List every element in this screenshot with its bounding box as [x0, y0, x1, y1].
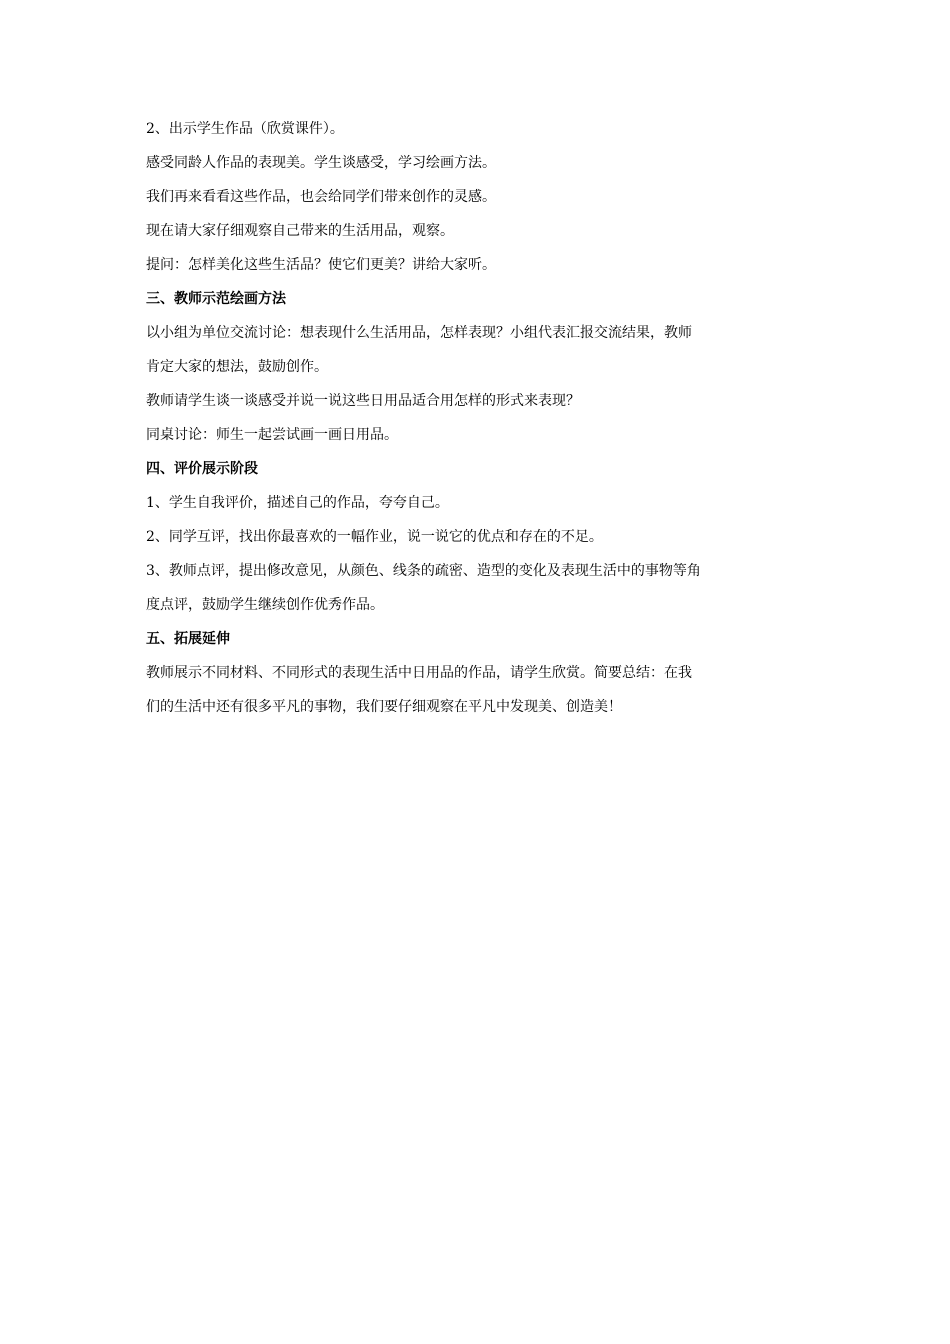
paragraph-line: 肯定大家的想法，鼓励创作。	[146, 359, 328, 375]
section-heading-5: 五、拓展延伸	[146, 631, 230, 647]
paragraph-line: 我们再来看看这些作品，也会给同学们带来创作的灵感。	[146, 189, 496, 205]
paragraph-line: 同桌讨论：师生一起尝试画一画日用品。	[146, 427, 398, 443]
paragraph-line: 提问：怎样美化这些生活品？使它们更美？讲给大家听。	[146, 257, 496, 273]
paragraph-line: 们的生活中还有很多平凡的事物，我们要仔细观察在平凡中发现美、创造美！	[146, 699, 622, 715]
list-item-continuation: 度点评，鼓励学生继续创作优秀作品。	[146, 597, 384, 613]
list-item: 3、教师点评，提出修改意见，从颜色、线条的疏密、造型的变化及表现生活中的事物等角	[146, 563, 701, 579]
paragraph-line: 教师请学生谈一谈感受并说一说这些日用品适合用怎样的形式来表现？	[146, 393, 580, 409]
list-item: 1、学生自我评价，描述自己的作品，夸夸自己。	[146, 495, 449, 511]
document-body	[146, 112, 810, 724]
section-heading-4: 四、评价展示阶段	[146, 461, 258, 477]
paragraph-line: 现在请大家仔细观察自己带来的生活用品，观察。	[146, 223, 454, 239]
paragraph-line: 2、出示学生作品（欣赏课件）。	[146, 121, 344, 137]
section-heading-3: 三、教师示范绘画方法	[146, 291, 286, 307]
paragraph-line: 感受同龄人作品的表现美。学生谈感受，学习绘画方法。	[146, 155, 496, 171]
paragraph-line: 教师展示不同材料、不同形式的表现生活中日用品的作品，请学生欣赏。简要总结：在我	[146, 665, 692, 681]
list-item: 2、同学互评，找出你最喜欢的一幅作业，说一说它的优点和存在的不足。	[146, 529, 603, 545]
paragraph-line: 以小组为单位交流讨论：想表现什么生活用品，怎样表现？小组代表汇报交流结果，教师	[146, 325, 692, 341]
